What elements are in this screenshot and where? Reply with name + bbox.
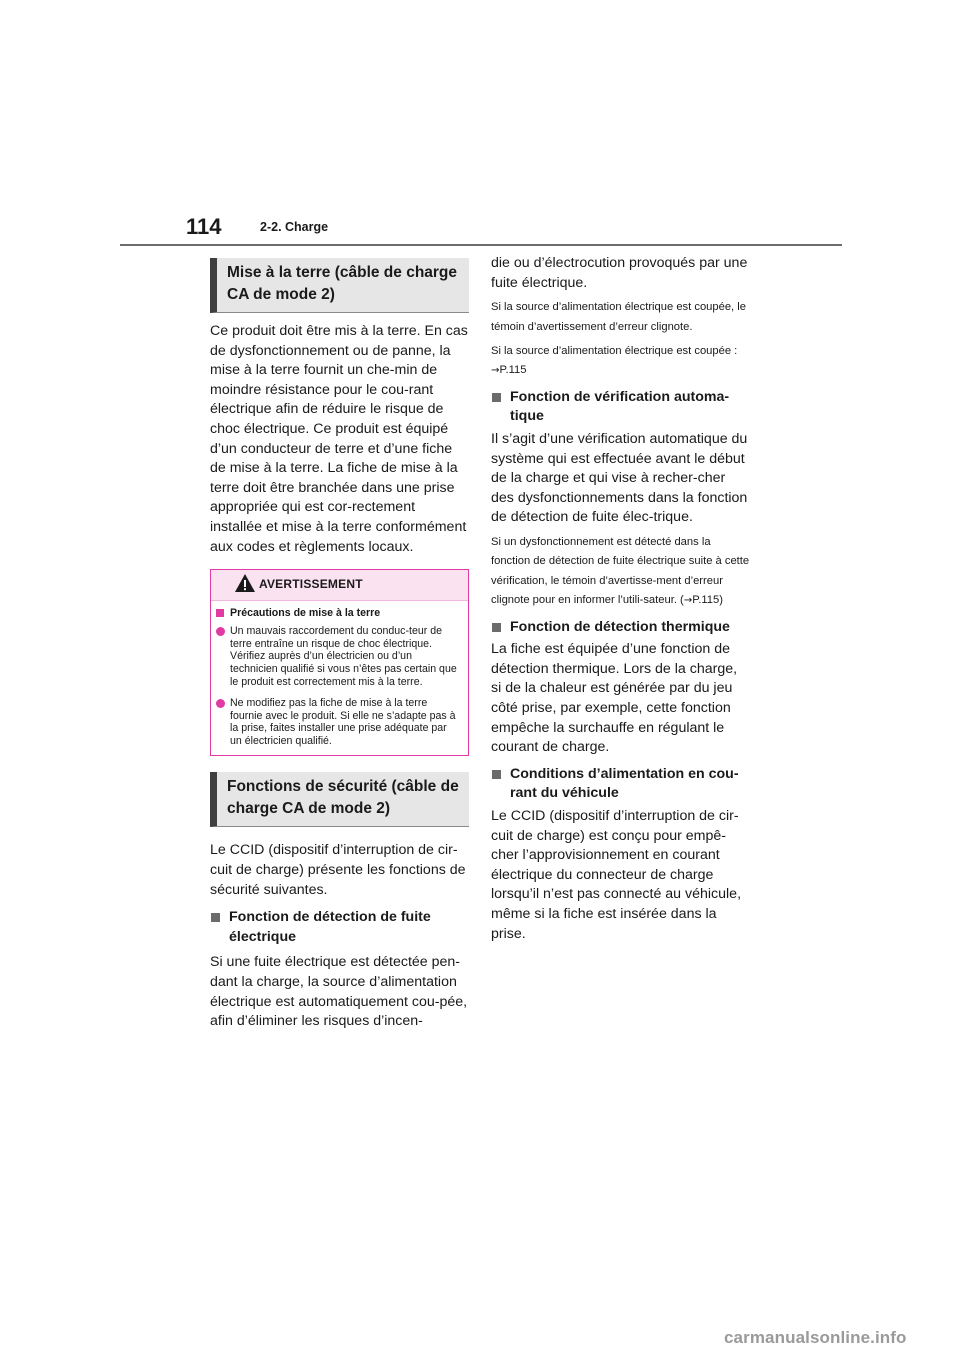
warning-item-heading-text: Précautions de mise à la terre [230,607,381,620]
continued-paragraph: die ou d’électrocution provoqués par une fuite électrique. [491,255,748,291]
power-conditions-paragraph: Le CCID (dispositif d’interruption de cir-cuit de charge) est conçu pour empê-cher l’approvisionnement en courant électrique du connecteur de charge lorsqu’il n’est pas connecté au véhicule, même si la fiche est insérée dans la prise. [491,807,742,942]
circle-bullet-icon [216,699,225,708]
arrow-icon: → [491,365,500,377]
leak-detection-paragraph: Si une fuite électrique est détectée pen-dant la charge, la source d’alimentation électrique est automatiquement cou-pée, afin d’éliminer les risques d’incen- [210,954,468,1030]
section-label: 2-2. Charge [260,220,329,234]
warning-box [210,569,469,756]
left-column [210,258,469,1032]
warning-header [211,570,468,601]
warning-bullet-1 [216,625,460,688]
grounding-paragraph: Ce produit doit être mis à la terre. En cas de dysfonctionnement ou de panne, la mise à la terre fournit un che-min de moindre résistance pour le cou-rant électrique afin de réduire le risque de choc électrique. Ce produit est équipé d’un conducteur de terre et d’une fiche de mise à la terre. La fiche de mise à la terre doit être branchée dans une prise appropriée qui est cor-rectement installée et mise à la terre conformément aux codes et règlements locaux. [210,323,468,555]
warning-bullet-1-text: Un mauvais raccordement du conduc-teur de terre entraîne un risque de choc électrique. Vérifiez auprès d’un électricien ou d’un technicien qualifié si vous n’êtes pas certain que le produit est correctement mis à la terre. [230,625,457,688]
subheading-thermal [491,618,750,638]
subheading-leak-detection [210,908,469,947]
note-malfunction-close: ) [719,594,723,607]
page-reference-link[interactable]: P.115 [692,594,720,607]
warning-bullet-2-text: Ne modifiez pas la fiche de mise à la terre fournie avec le produit. Si elle ne s’adapte pas à la prise, faites installer une prise adéquate par un électricien qualifié. [230,697,456,747]
subheading-auto-check-text: Fonction de vérification automa-tique [510,388,730,425]
safety-intro-paragraph: Le CCID (dispositif d’interruption de cir-cuit de charge) présente les fonctions de sécurité suivantes. [210,842,466,898]
right-column [491,254,750,944]
subheading-leak-detection-text: Fonction de détection de fuite électrique [229,909,431,945]
page-reference-link[interactable]: P.115 [499,364,527,377]
subheading-auto-check [491,388,750,427]
square-bullet-icon [492,770,501,779]
arrow-icon: → [683,595,693,607]
warning-body [211,601,468,755]
note-power-cut: Si la source d’alimentation électrique est coupée, le témoin d’avertissement d’erreur clignote. [491,301,746,333]
subheading-power-conditions [491,765,750,804]
note-power-cut-reference [491,342,750,381]
watermark: carmanualsonline.info [724,1328,907,1347]
warning-triangle-icon [234,573,256,593]
auto-check-paragraph: Il s’agit d’une vérification automatique du système qui est effectuée avant le début de la charge et qui vise à recher-cher des dysfonctionnements dans la fonction de détection de fuite élec-trique. [491,431,748,526]
square-bullet-icon [492,623,501,632]
section-heading-grounding: Mise à la terre (câble de charge CA de mode 2) [210,258,469,313]
subheading-power-conditions-text: Conditions d’alimentation en cou-rant du véhicule [510,765,739,802]
square-bullet-icon [216,609,224,617]
note-reference-text: Si la source d’alimentation électrique est coupée : [491,345,738,357]
header-rule [120,244,842,246]
warning-item-heading [216,606,460,620]
note-malfunction [491,533,750,611]
warning-bullet-2 [216,697,460,747]
subheading-thermal-text: Fonction de détection thermique [510,618,730,635]
square-bullet-icon [211,913,220,922]
page-number: 114 [186,214,222,239]
square-bullet-icon [492,393,501,402]
circle-bullet-icon [216,627,225,636]
section-heading-safety: Fonctions de sécurité (câble de charge CA de mode 2) [210,772,469,827]
warning-title: AVERTISSEMENT [259,577,363,592]
thermal-paragraph: La fiche est équipée d’une fonction de détection thermique. Lors de la charge, si de la chaleur est générée par du jeu côté prise, par exemple, cette fonction empêche la surchauffe en régulant le courant de charge. [491,641,738,756]
note-malfunction-text: Si un dysfonctionnement est détecté dans la fonction de détection de fuite électrique suite à cette vérification, le témoin d’avertisse-ment d’erreur clignote pour en informer l’utili-sateur. ( [491,535,750,607]
